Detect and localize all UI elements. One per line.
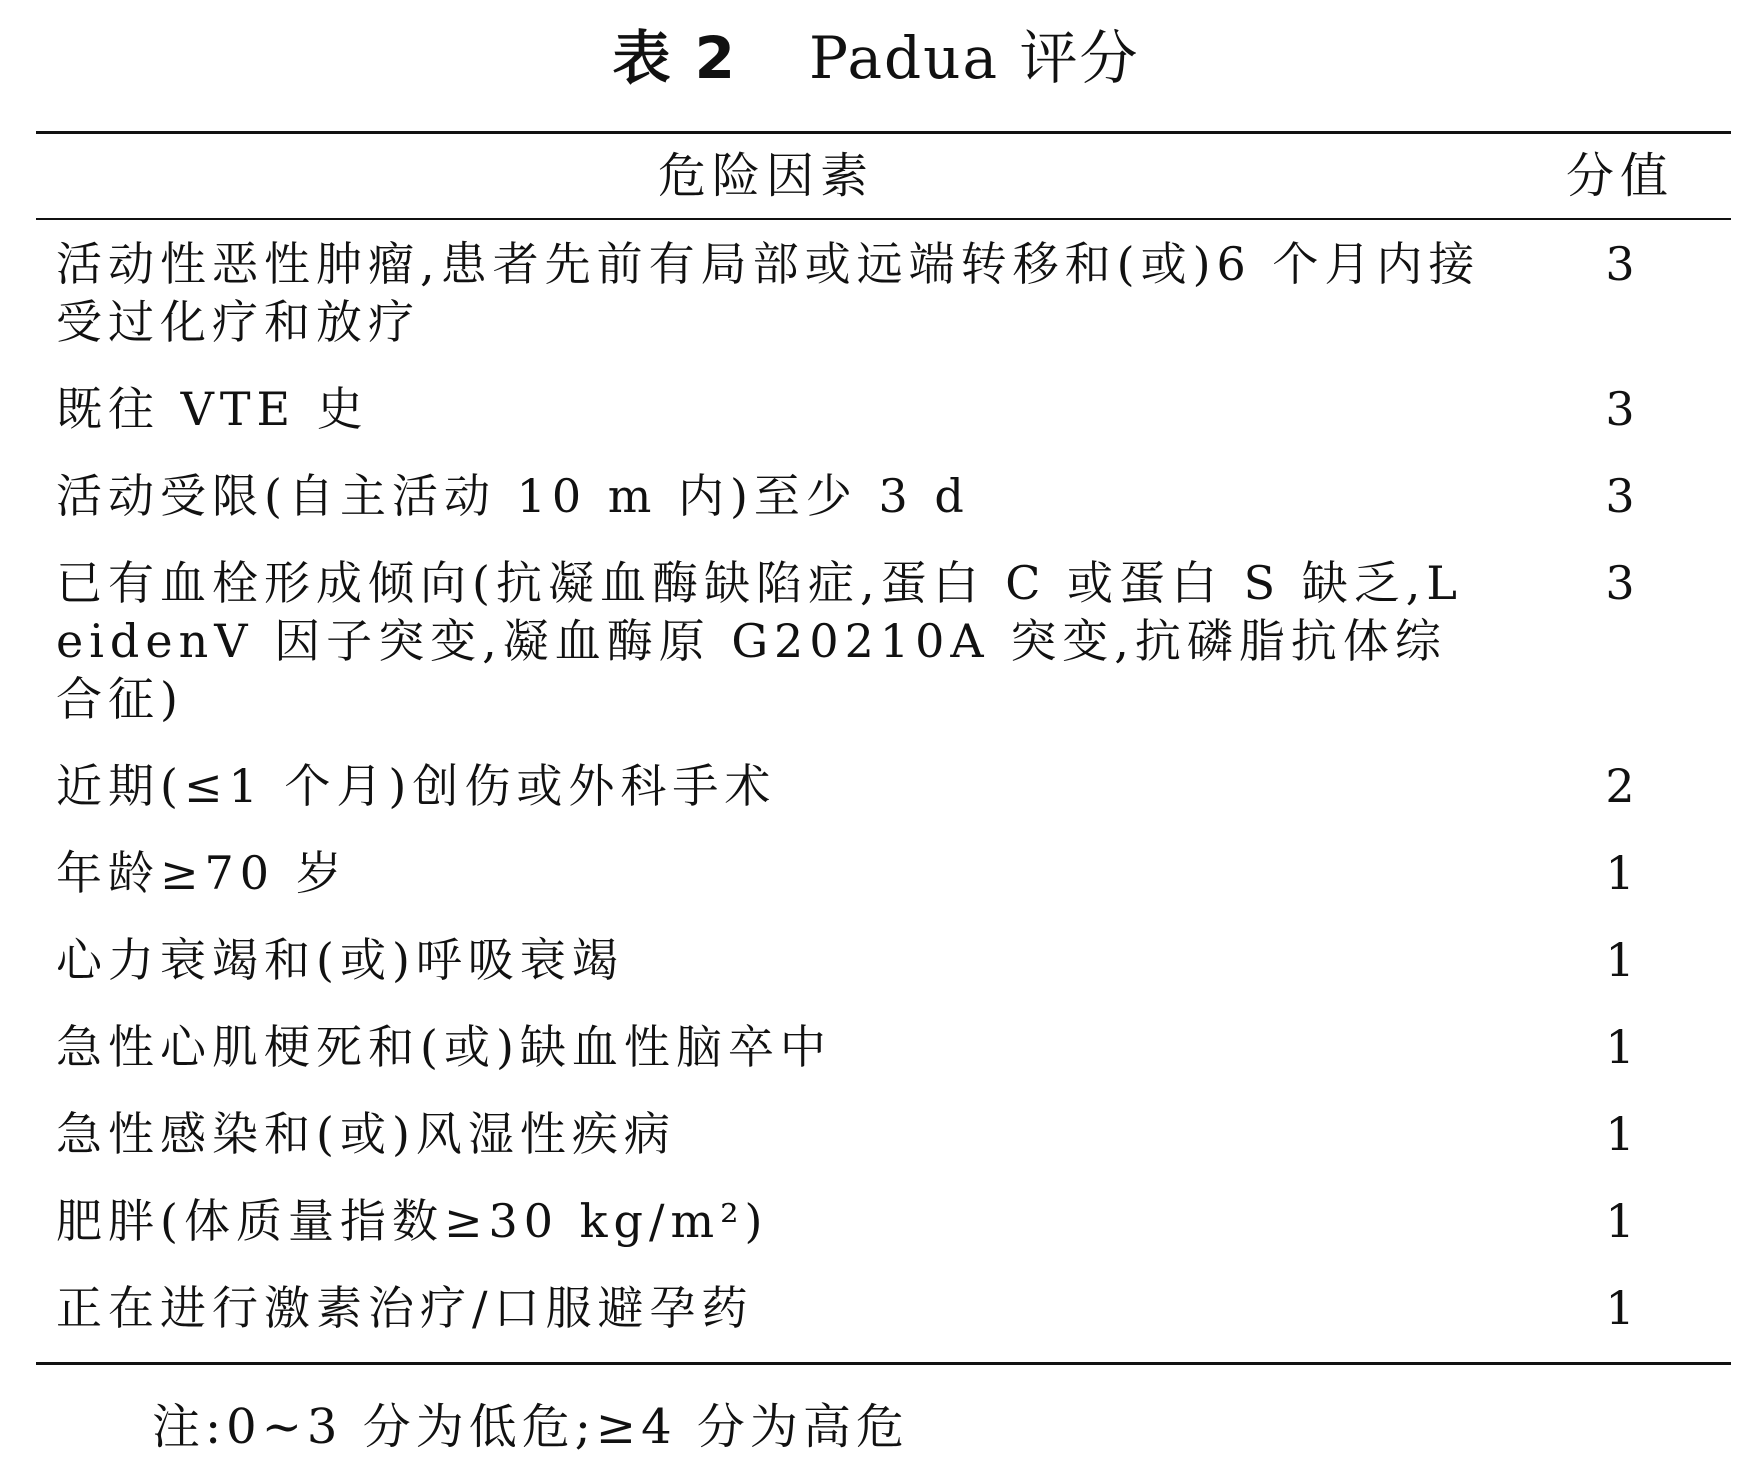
score-cell: 3 [1605,382,1635,436]
table-row [56,922,1736,1009]
table-number: 表 2 [612,24,738,92]
table-row [56,835,1736,922]
table-body [56,226,1736,1357]
score-cell: 3 [1605,237,1635,291]
risk-factor-cell: 心力衰竭和(或)呼吸衰竭 [56,933,624,987]
risk-factor-cell: 肥胖(体质量指数≥30 kg/m²) [56,1194,769,1248]
header-rule [36,218,1731,220]
table-row [56,458,1736,545]
table-row [56,226,1736,371]
risk-factor-cell: 活动受限(自主活动 10 m 内)至少 3 d [56,469,970,523]
header-risk-factor: 危险因素 [657,148,874,204]
table-row [56,371,1736,458]
score-cell: 1 [1605,1107,1635,1161]
table-title: Padua 评分 [809,24,1140,92]
risk-factor-cell: 急性心肌梗死和(或)缺血性脑卒中 [56,1020,832,1074]
table-row [56,1096,1736,1183]
risk-factor-cell: 既往 VTE 史 [56,382,369,436]
table-row [56,1009,1736,1096]
risk-factor-cell: 急性感染和(或)风湿性疾病 [56,1107,676,1161]
score-cell: 2 [1605,759,1635,813]
risk-factor-cell: 已有血栓形成倾向(抗凝血酶缺陷症,蛋白 C 或蛋白 S 缺乏,LeidenV 因子突变,凝血酶原 G20210A 突变,抗磷脂抗体综合征) [56,556,1463,726]
score-cell: 1 [1605,846,1635,900]
score-cell: 3 [1605,556,1635,610]
header-score: 分值 [1565,148,1674,204]
risk-factor-cell: 正在进行激素治疗/口服避孕药 [56,1281,754,1335]
table-note: 注:0~3 分为低危;≥4 分为高危 [152,1399,909,1455]
table-row [56,1270,1736,1357]
score-cell: 1 [1605,933,1635,987]
score-cell: 1 [1605,1194,1635,1248]
table-caption [0,18,1752,98]
score-cell: 1 [1605,1281,1635,1335]
bottom-rule [36,1362,1731,1365]
score-cell: 3 [1605,469,1635,523]
table-row [56,1183,1736,1270]
risk-factor-cell: 年龄≥70 岁 [56,846,348,900]
risk-factor-cell: 活动性恶性肿瘤,患者先前有局部或远端转移和(或)6 个月内接受过化疗和放疗 [56,237,1481,349]
score-cell: 1 [1605,1020,1635,1074]
top-rule [36,131,1731,134]
table-row [56,545,1736,748]
risk-factor-cell: 近期(≤1 个月)创伤或外科手术 [56,759,777,813]
table-row [56,748,1736,835]
